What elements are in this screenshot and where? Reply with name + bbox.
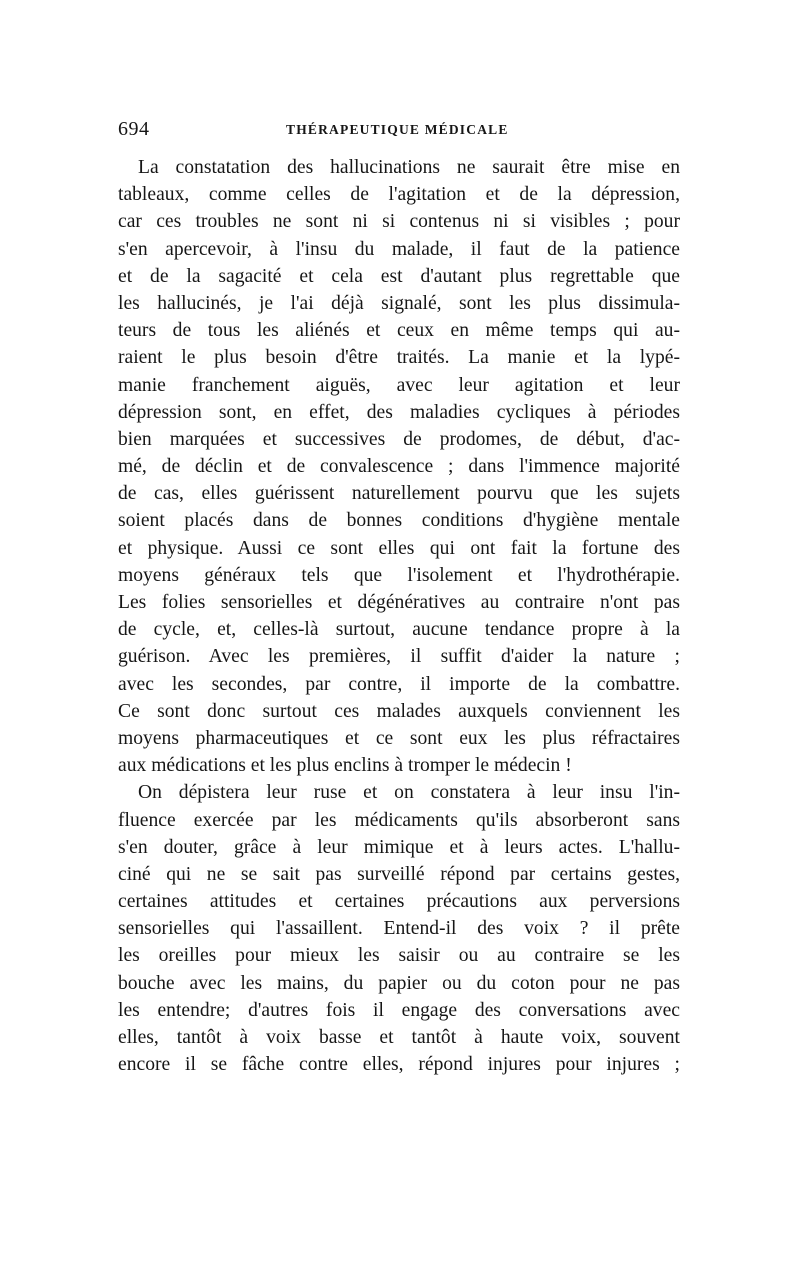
book-page <box>118 118 680 1078</box>
text-line: ciné qui ne se sait pas surveillé répond par certains gestes, <box>118 863 680 885</box>
text-line: La constatation des hallucinations ne saurait être mise en <box>138 157 680 178</box>
text-line: elles, tantôt à voix basse et tantôt à haute voix, souvent <box>118 1027 680 1048</box>
page-header <box>118 118 680 144</box>
text-line: avec les secondes, par contre, il importe de la combattre. <box>118 673 680 695</box>
text-line: et physique. Aussi ce sont elles qui ont fait la fortune des <box>118 537 680 559</box>
text-line: car ces troubles ne sont ni si contenus ni si visibles ; pour <box>118 211 680 233</box>
text-line: s'en apercevoir, à l'insu du malade, il faut de la patience <box>118 238 680 260</box>
text-line: fluence exercée par les médicaments qu'ils absorberont sans <box>118 809 680 831</box>
text-line: bouche avec les mains, du papier ou du coton pour ne pas <box>118 972 680 994</box>
text-line: mé, de déclin et de convalescence ; dans l'immence majorité <box>118 456 680 478</box>
text-line: teurs de tous les aliénés et ceux en même temps qui au- <box>118 320 680 342</box>
text-line: les entendre; d'autres fois il engage des conversations avec <box>118 999 680 1021</box>
text-line: moyens pharmaceutiques et ce sont eux les plus réfractaires <box>118 727 680 749</box>
text-line: aux médications et les plus enclins à tromper le médecin ! <box>118 755 572 777</box>
running-title: THÉRAPEUTIQUE MÉDICALE <box>286 122 509 137</box>
text-line: tableaux, comme celles de l'agitation et de la dépression, <box>118 184 680 206</box>
text-line: soient placés dans de bonnes conditions d'hygiène mentale <box>118 510 680 532</box>
text-line: de cas, elles guérissent naturellement pourvu que les sujets <box>118 483 680 505</box>
text-line: manie franchement aiguës, avec leur agitation et leur <box>118 374 680 396</box>
text-line: les hallucinés, je l'ai déjà signalé, sont les plus dissimula- <box>118 292 680 314</box>
text-line: s'en douter, grâce à leur mimique et à leurs actes. L'hallu- <box>118 836 680 858</box>
text-line: certaines attitudes et certaines précautions aux perversions <box>118 891 680 913</box>
text-line: dépression sont, en effet, des maladies cycliques à périodes <box>118 401 680 423</box>
text-line: bien marquées et successives de prodomes, de début, d'ac- <box>118 428 680 450</box>
text-line: sensorielles qui l'assaillent. Entend-il des voix ? il prête <box>118 918 680 940</box>
body-text <box>118 154 680 1078</box>
text-line: les oreilles pour mieux les saisir ou au contraire se les <box>118 945 680 967</box>
text-line: Ce sont donc surtout ces malades auxquels conviennent les <box>118 700 680 722</box>
text-line: guérison. Avec les premières, il suffit d'aider la nature ; <box>118 646 680 668</box>
text-line: raient le plus besoin d'être traités. La manie et la lypé- <box>118 347 680 369</box>
text-line: moyens généraux tels que l'isolement et l'hydrothérapie. <box>118 564 680 586</box>
text-line: On dépistera leur ruse et on constatera à leur insu l'in- <box>138 782 680 804</box>
page-number: 694 <box>118 118 150 140</box>
text-line: de cycle, et, celles-là surtout, aucune tendance propre à la <box>118 619 680 641</box>
text-line: encore il se fâche contre elles, répond injures pour injures ; <box>118 1054 680 1076</box>
text-line: et de la sagacité et cela est d'autant plus regrettable que <box>118 265 680 287</box>
text-line: Les folies sensorielles et dégénératives au contraire n'ont pas <box>118 592 680 613</box>
